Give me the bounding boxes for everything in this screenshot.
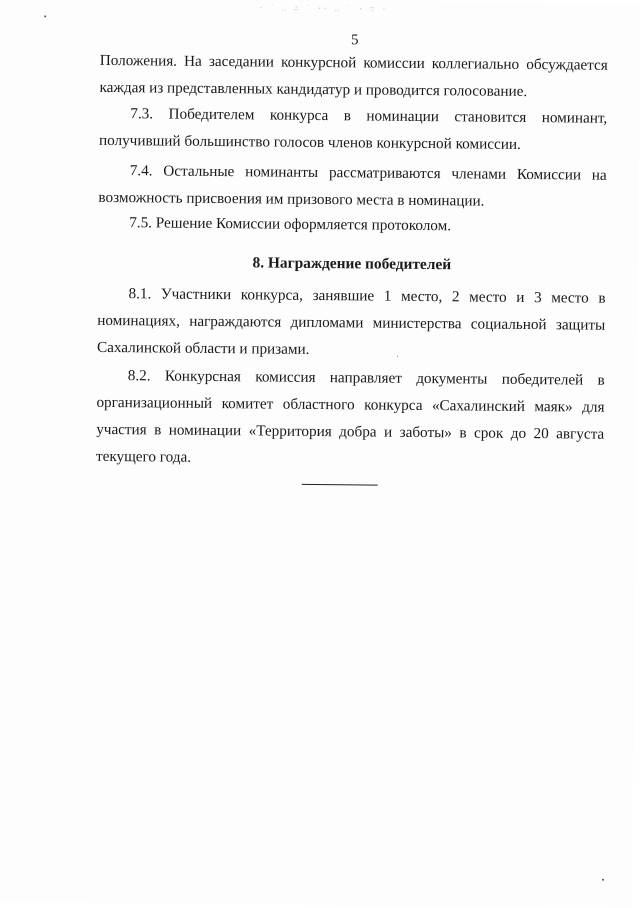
closing-divider-line: [302, 484, 378, 486]
header-scan-smudge: · ˙ ‥ ∴ ˙ ·· ‥ ˙ · ∵ ·: [258, 3, 388, 14]
scan-speck: [397, 356, 398, 357]
clause-7-4: [98, 157, 606, 216]
scan-speck: [44, 15, 46, 17]
clause-7-5-text: 7.5. Решение Комиссии оформляется протоколом.: [129, 214, 452, 235]
clause-7-3-text: 7.3. Победителем конкурса в номинации становится номинант, получивший большинство голосов членов конкурсной комиссии.: [98, 105, 608, 153]
clause-8-2: [96, 362, 605, 475]
section-8-heading: 8. Награждение победителей: [252, 254, 452, 274]
clause-7-5: [98, 209, 606, 241]
page-number: 5: [350, 32, 359, 49]
clause-8-1: [97, 280, 606, 366]
clause-7-3: [99, 100, 607, 159]
clause-8-2-text: 8.2. Конкурсная комиссия направляет документы победителей в организационный комитет областного конкурса «Сахалинский маяк» для участия в номинации «Территория добра и заботы» в срок до 20 августа текущего года.: [95, 367, 605, 466]
clause-8-1-text: 8.1. Участники конкурса, занявшие 1 место, 2 место и 3 место в номинациях, награждаются дипломами министерства социальной защиты Сахалинской области и призами.: [96, 285, 606, 358]
scan-speck: [602, 879, 604, 881]
continuation-paragraph: [99, 47, 607, 106]
paragraph-continuation-text: Положения. На заседании конкурсной комиссии коллегиально обсуждается каждая из представленных кандидатур и проводится голосование.: [99, 51, 608, 100]
clause-7-4-text: 7.4. Остальные номинанты рассматриваются членами Комиссии на возможность присвоения им призового места в номинации.: [98, 162, 607, 210]
